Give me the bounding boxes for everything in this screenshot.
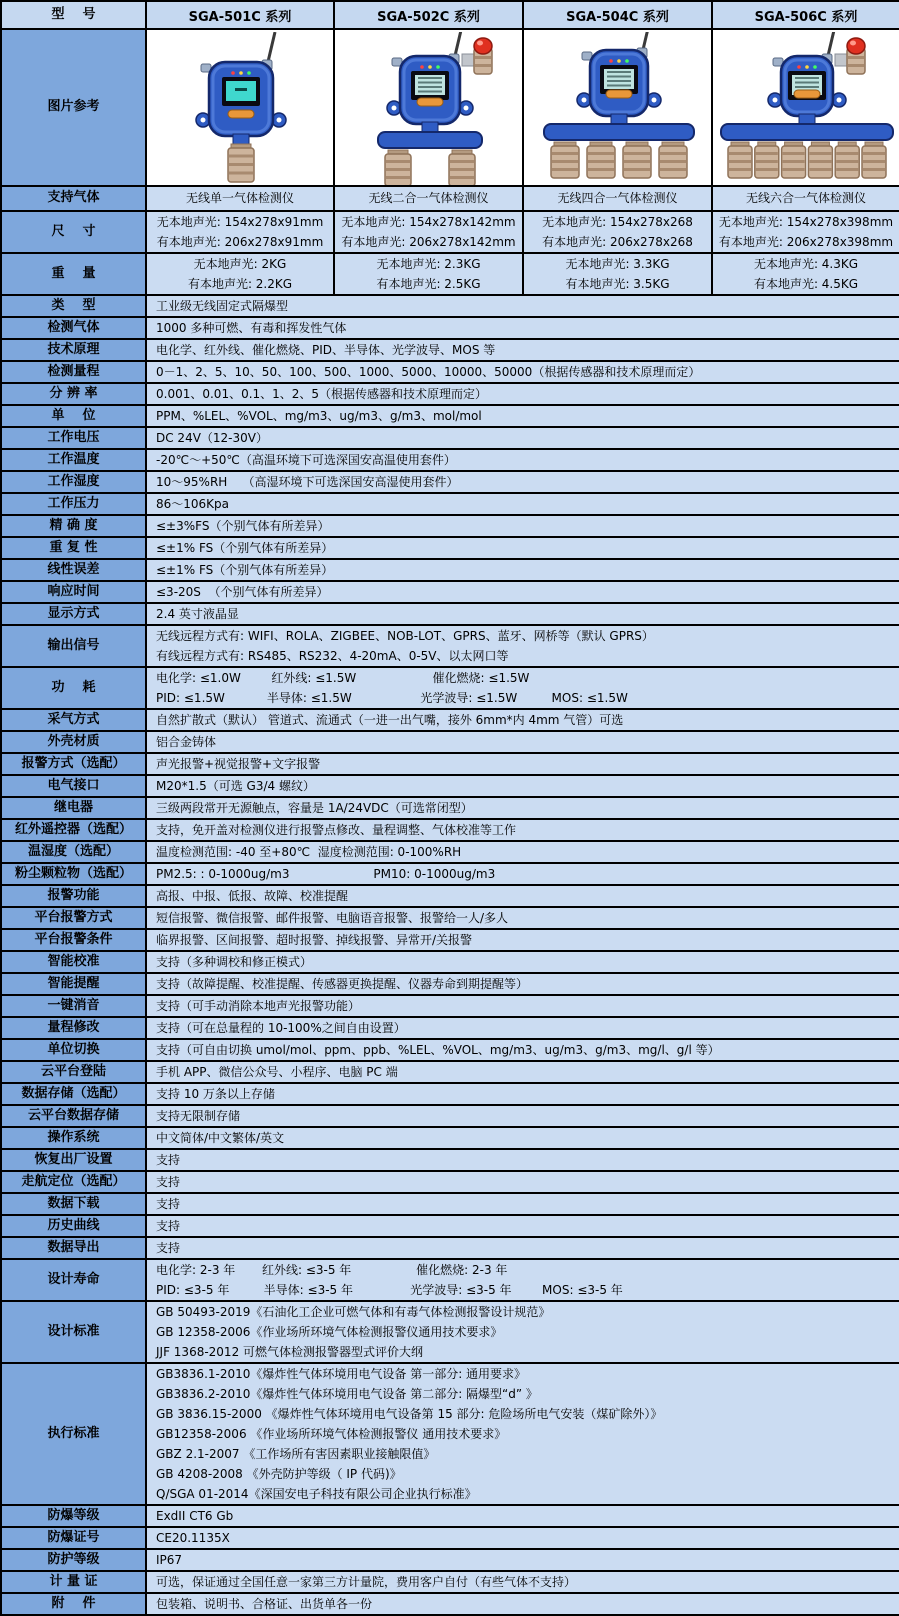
spec-row-46: [1, 1527, 899, 1549]
spec-row-value-9: [146, 493, 899, 515]
support-gas-text: 无线四合一气体检测仪: [557, 191, 678, 205]
spec-row-32: [1, 1039, 899, 1061]
support-gas-value-1: [146, 186, 334, 211]
size-line: 有本地声光: 206x278x91mm: [156, 235, 324, 249]
spec-row-value-34: [146, 1083, 899, 1105]
spec-row-text: 0.001、0.01、0.1、1、2、5（根据传感器和技术原理而定）: [156, 387, 488, 401]
spec-row-42: [1, 1259, 899, 1301]
row-label-size: 尺 寸: [1, 211, 146, 253]
spec-row-text: GB 3836.15-2000 《爆炸性气体环境用电气设备第 15 部分: 危险场所电气安装（煤矿除外）》: [156, 1407, 663, 1421]
spec-row-text: 电化学、红外线、催化燃烧、PID、半导体、光学波导、MOS 等: [156, 343, 496, 357]
spec-row-1: [1, 317, 899, 339]
spec-row-27: [1, 929, 899, 951]
spec-row-48: [1, 1571, 899, 1593]
spec-row-text: 三级两段常开无源触点，容量是 1A/24VDC（可选常闭型）: [156, 801, 473, 815]
spec-row-40: [1, 1215, 899, 1237]
spec-row-label-41: 数据导出: [1, 1237, 146, 1259]
weight-line: 无本地声光: 3.3KG: [565, 257, 670, 271]
spec-row-20: [1, 775, 899, 797]
spec-row-text: 1000 多种可燃、有毒和挥发性气体: [156, 321, 347, 335]
spec-row-text: GB 4208-2008 《外壳防护等级（ IP 代码)》: [156, 1467, 402, 1481]
spec-row-text: PPM、%LEL、%VOL、mg/m3、ug/m3、g/m3、mol/mol: [156, 409, 482, 423]
support-gas-text: 无线六合一气体检测仪: [745, 191, 866, 205]
spec-row-text: 支持: [156, 1175, 181, 1189]
spec-row-12: [1, 559, 899, 581]
spec-row-23: [1, 841, 899, 863]
spec-row-text: 支持（多种调校和修正模式）: [156, 955, 313, 969]
support-gas-value-3: [523, 186, 712, 211]
spec-row-value-17: [146, 709, 899, 731]
weight-value-1: [146, 253, 334, 295]
spec-row-value-4: [146, 383, 899, 405]
spec-row-19: [1, 753, 899, 775]
spec-row-8: [1, 471, 899, 493]
product-image-3: [523, 29, 712, 186]
spec-row-5: [1, 405, 899, 427]
spec-row-label-11: 重 复 性: [1, 537, 146, 559]
spec-row-label-1: 检测气体: [1, 317, 146, 339]
spec-row-49: [1, 1593, 899, 1615]
spec-row-text: 支持: [156, 1219, 181, 1233]
spec-row-text: 支持: [156, 1153, 181, 1167]
spec-row-label-30: 一键消音: [1, 995, 146, 1017]
support-gas-row: [1, 186, 899, 211]
spec-row-label-27: 平台报警条件: [1, 929, 146, 951]
gas-detector-illustration: [714, 32, 898, 185]
spec-row-value-38: [146, 1171, 899, 1193]
spec-row-text: PM2.5: : 0-1000ug/m3 PM10: 0-1000ug/m3: [156, 867, 496, 881]
spec-row-text: ≤±1% FS（个别气体有所差异）: [156, 541, 334, 555]
spec-row-label-20: 电气接口: [1, 775, 146, 797]
spec-row-label-0: 类 型: [1, 295, 146, 317]
spec-row-41: [1, 1237, 899, 1259]
spec-row-text: 电化学: 2-3 年 红外线: ≤3-5 年 催化燃烧: 2-3 年: [156, 1263, 508, 1277]
spec-row-label-25: 报警功能: [1, 885, 146, 907]
spec-row-33: [1, 1061, 899, 1083]
weight-line: 有本地声光: 2.5KG: [376, 277, 481, 291]
spec-row-value-36: [146, 1127, 899, 1149]
spec-row-text: 电化学: ≤1.0W 红外线: ≤1.5W 催化燃烧: ≤1.5W: [156, 671, 530, 685]
spec-row-label-19: 报警方式（选配）: [1, 753, 146, 775]
spec-row-text: GB 12358-2006《作业场所环境气体检测报警仪通用技术要求》: [156, 1325, 503, 1339]
spec-row-text: GB3836.2-2010《爆炸性气体环境用电气设备 第二部分: 隔爆型“d” 》: [156, 1387, 538, 1401]
spec-row-value-46: [146, 1527, 899, 1549]
spec-row-label-49: 附 件: [1, 1593, 146, 1615]
spec-row-value-32: [146, 1039, 899, 1061]
spec-row-text: 铝合金铸体: [156, 735, 217, 749]
spec-row-value-28: [146, 951, 899, 973]
size-value-2: [334, 211, 523, 253]
spec-row-text: 支持无限制存储: [156, 1109, 241, 1123]
model-name-sga-506c: SGA-506C 系列: [712, 1, 899, 29]
spec-row-value-1: [146, 317, 899, 339]
size-line: 有本地声光: 206x278x142mm: [341, 235, 516, 249]
spec-row-text: 中文简体/中文繁体/英文: [156, 1131, 285, 1145]
spec-row-label-21: 继电器: [1, 797, 146, 819]
spec-row-label-6: 工作电压: [1, 427, 146, 449]
spec-row-text: 可选，保证通过全国任意一家第三方计量院，费用客户自付（有些气体不支持）: [156, 1575, 577, 1589]
spec-row-value-15: [146, 625, 899, 667]
spec-row-value-41: [146, 1237, 899, 1259]
spec-row-label-43: 设计标准: [1, 1301, 146, 1363]
spec-row-text: M20*1.5（可选 G3/4 螺纹）: [156, 779, 315, 793]
spec-row-label-39: 数据下载: [1, 1193, 146, 1215]
spec-row-text: 自然扩散式（默认） 管道式、流通式（一进一出气嘴，接外 6mm*内 4mm 气管）可选: [156, 713, 624, 727]
spec-row-value-5: [146, 405, 899, 427]
spec-row-29: [1, 973, 899, 995]
spec-row-label-26: 平台报警方式: [1, 907, 146, 929]
spec-row-label-36: 操作系统: [1, 1127, 146, 1149]
spec-row-value-43: [146, 1301, 899, 1363]
spec-row-label-42: 设计寿命: [1, 1259, 146, 1301]
spec-row-text: GB12358-2006 《作业场所环境气体检测报警仪 通用技术要求》: [156, 1427, 507, 1441]
spec-row-label-17: 采气方式: [1, 709, 146, 731]
spec-row-4: [1, 383, 899, 405]
gas-detector-illustration: [526, 32, 710, 185]
spec-row-2: [1, 339, 899, 361]
spec-row-text: ≤3-20S （个别气体有所差异）: [156, 585, 329, 599]
size-value-1: [146, 211, 334, 253]
spec-row-47: [1, 1549, 899, 1571]
row-label-image: 图片参考: [1, 29, 146, 186]
spec-row-text: 高报、中报、低报、故障、校准提醒: [156, 889, 349, 903]
spec-row-43: [1, 1301, 899, 1363]
product-image-2: [334, 29, 523, 186]
spec-row-label-46: 防爆证号: [1, 1527, 146, 1549]
spec-row-value-44: [146, 1363, 899, 1505]
spec-row-44: [1, 1363, 899, 1505]
spec-row-11: [1, 537, 899, 559]
spec-row-value-35: [146, 1105, 899, 1127]
spec-row-value-7: [146, 449, 899, 471]
spec-row-label-23: 温湿度（选配）: [1, 841, 146, 863]
spec-row-text: GB3836.1-2010《爆炸性气体环境用电气设备 第一部分: 通用要求》: [156, 1367, 527, 1381]
spec-row-label-16: 功 耗: [1, 667, 146, 709]
spec-row-24: [1, 863, 899, 885]
spec-row-text: 10～95%RH （高湿环境下可选深国安高湿使用套件）: [156, 475, 459, 489]
gas-detector-illustration: [148, 32, 332, 185]
spec-row-label-29: 智能提醒: [1, 973, 146, 995]
gas-detector-illustration: [337, 32, 521, 185]
size-row: [1, 211, 899, 253]
support-gas-text: 无线二合一气体检测仪: [368, 191, 489, 205]
spec-row-label-12: 线性误差: [1, 559, 146, 581]
spec-row-text: 支持（可自由切换 umol/mol、ppm、ppb、%LEL、%VOL、mg/m3、ug/m3、g/m3、mg/l、g/l 等）: [156, 1043, 720, 1057]
spec-row-label-2: 技术原理: [1, 339, 146, 361]
spec-row-26: [1, 907, 899, 929]
weight-value-4: [712, 253, 899, 295]
spec-row-value-37: [146, 1149, 899, 1171]
spec-row-text: GBZ 2.1-2007 《工作场所有害因素职业接触限值》: [156, 1447, 436, 1461]
spec-row-text: 2.4 英寸液晶显: [156, 607, 239, 621]
model-name-sga-501c: SGA-501C 系列: [146, 1, 334, 29]
spec-row-45: [1, 1505, 899, 1527]
spec-row-label-13: 响应时间: [1, 581, 146, 603]
spec-row-value-19: [146, 753, 899, 775]
size-line: 有本地声光: 206x278x268: [542, 235, 693, 249]
spec-row-label-34: 数据存储（选配）: [1, 1083, 146, 1105]
spec-row-value-10: [146, 515, 899, 537]
spec-row-value-29: [146, 973, 899, 995]
size-line: 有本地声光: 206x278x398mm: [718, 235, 894, 249]
weight-line: 有本地声光: 4.5KG: [753, 277, 859, 291]
spec-row-value-0: [146, 295, 899, 317]
model-name-sga-504c: SGA-504C 系列: [523, 1, 712, 29]
spec-row-text: 温度检测范围: -40 至+80℃ 湿度检测范围: 0-100%RH: [156, 845, 462, 859]
spec-row-text: DC 24V（12-30V）: [156, 431, 268, 445]
spec-row-text: 手机 APP、微信公众号、小程序、电脑 PC 端: [156, 1065, 398, 1079]
spec-row-7: [1, 449, 899, 471]
spec-row-label-32: 单位切换: [1, 1039, 146, 1061]
spec-row-31: [1, 1017, 899, 1039]
spec-row-label-33: 云平台登陆: [1, 1061, 146, 1083]
spec-row-value-11: [146, 537, 899, 559]
spec-row-label-10: 精 确 度: [1, 515, 146, 537]
spec-row-15: [1, 625, 899, 667]
spec-row-22: [1, 819, 899, 841]
spec-row-value-22: [146, 819, 899, 841]
spec-row-value-24: [146, 863, 899, 885]
spec-row-text: PID: ≤3-5 年 半导体: ≤3-5 年 光学波导: ≤3-5 年 MOS: ≤3-5 年: [156, 1283, 623, 1297]
spec-row-38: [1, 1171, 899, 1193]
spec-row-label-40: 历史曲线: [1, 1215, 146, 1237]
spec-row-value-13: [146, 581, 899, 603]
spec-row-label-37: 恢复出厂设置: [1, 1149, 146, 1171]
spec-row-value-30: [146, 995, 899, 1017]
row-label-weight: 重 量: [1, 253, 146, 295]
size-line: 无本地声光: 154x278x91mm: [156, 215, 324, 229]
spec-row-value-25: [146, 885, 899, 907]
spec-row-label-7: 工作温度: [1, 449, 146, 471]
spec-row-value-2: [146, 339, 899, 361]
support-gas-value-2: [334, 186, 523, 211]
spec-row-text: ≤±1% FS（个别气体有所差异）: [156, 563, 334, 577]
spec-row-3: [1, 361, 899, 383]
spec-row-text: Q/SGA 01-2014《深国安电子科技有限公司企业执行标准》: [156, 1487, 477, 1501]
row-label-support: 支持气体: [1, 186, 146, 211]
model-name-sga-502c: SGA-502C 系列: [334, 1, 523, 29]
spec-row-value-6: [146, 427, 899, 449]
spec-row-value-8: [146, 471, 899, 493]
spec-row-21: [1, 797, 899, 819]
size-line: 无本地声光: 154x278x398mm: [718, 215, 894, 229]
spec-row-value-40: [146, 1215, 899, 1237]
spec-row-text: ≤±3%FS（个别气体有所差异）: [156, 519, 330, 533]
spec-row-value-14: [146, 603, 899, 625]
spec-row-label-9: 工作压力: [1, 493, 146, 515]
spec-row-label-14: 显示方式: [1, 603, 146, 625]
spec-row-label-31: 量程修改: [1, 1017, 146, 1039]
spec-row-9: [1, 493, 899, 515]
product-image-4: [712, 29, 899, 186]
spec-row-text: 工业级无线固定式隔爆型: [156, 299, 289, 313]
spec-row-value-16: [146, 667, 899, 709]
spec-row-label-18: 外壳材质: [1, 731, 146, 753]
spec-row-text: JJF 1368-2012 可燃气体检测报警器型式评价大纲: [156, 1345, 424, 1359]
spec-row-value-49: [146, 1593, 899, 1615]
weight-line: 有本地声光: 3.5KG: [565, 277, 670, 291]
weight-line: 无本地声光: 2KG: [193, 257, 287, 271]
image-row: [1, 29, 899, 186]
spec-row-label-22: 红外遥控器（选配）: [1, 819, 146, 841]
spec-row-text: 支持，免开盖对检测仪进行报警点修改、量程调整、气体校准等工作: [156, 823, 517, 837]
spec-row-text: 短信报警、微信报警、邮件报警、电脑语音报警、报警给一人/多人: [156, 911, 509, 925]
size-line: 无本地声光: 154x278x142mm: [341, 215, 516, 229]
spec-row-text: IP67: [156, 1553, 183, 1567]
weight-value-2: [334, 253, 523, 295]
spec-row-text: -20℃～+50℃（高温环境下可选深国安高温使用套件）: [156, 453, 456, 467]
spec-row-34: [1, 1083, 899, 1105]
spec-row-label-5: 单 位: [1, 405, 146, 427]
spec-row-text: 支持 10 万条以上存储: [156, 1087, 275, 1101]
product-image-1: [146, 29, 334, 186]
spec-row-30: [1, 995, 899, 1017]
spec-row-value-21: [146, 797, 899, 819]
spec-row-text: 86～106Kpa: [156, 497, 230, 511]
weight-line: 无本地声光: 2.3KG: [376, 257, 481, 271]
spec-row-label-45: 防爆等级: [1, 1505, 146, 1527]
size-line: 无本地声光: 154x278x268: [542, 215, 693, 229]
spec-row-value-31: [146, 1017, 899, 1039]
spec-row-label-35: 云平台数据存储: [1, 1105, 146, 1127]
spec-row-value-42: [146, 1259, 899, 1301]
spec-row-17: [1, 709, 899, 731]
weight-line: 无本地声光: 4.3KG: [753, 257, 859, 271]
spec-row-label-28: 智能校准: [1, 951, 146, 973]
spec-row-16: [1, 667, 899, 709]
spec-row-label-15: 输出信号: [1, 625, 146, 667]
spec-row-text: GB 50493-2019《石油化工企业可燃气体和有毒气体检测报警设计规范》: [156, 1305, 551, 1319]
spec-row-label-48: 计 量 证: [1, 1571, 146, 1593]
spec-row-value-12: [146, 559, 899, 581]
support-gas-value-4: [712, 186, 899, 211]
spec-row-label-38: 走航定位（选配）: [1, 1171, 146, 1193]
spec-row-text: 支持（可手动消除本地声光报警功能）: [156, 999, 361, 1013]
size-value-4: [712, 211, 899, 253]
spec-row-10: [1, 515, 899, 537]
spec-row-value-39: [146, 1193, 899, 1215]
spec-row-label-24: 粉尘颗粒物（选配）: [1, 863, 146, 885]
spec-row-13: [1, 581, 899, 603]
spec-row-text: CE20.1135X: [156, 1531, 230, 1545]
spec-row-value-47: [146, 1549, 899, 1571]
support-gas-text: 无线单一气体检测仪: [185, 191, 294, 205]
spec-row-text: 临界报警、区间报警、超时报警、掉线报警、异常开/关报警: [156, 933, 473, 947]
spec-row-text: 支持（故障提醒、校准提醒、传感器更换提醒、仪器寿命到期提醒等）: [156, 977, 529, 991]
spec-row-value-23: [146, 841, 899, 863]
spec-row-text: 支持（可在总量程的 10-100%之间自由设置）: [156, 1021, 406, 1035]
spec-row-14: [1, 603, 899, 625]
spec-row-text: 无线远程方式有: WIFI、ROLA、ZIGBEE、NOB-LOT、GPRS、蓝牙、网桥等（默认 GPRS）: [156, 629, 654, 643]
model-header-row: [1, 1, 899, 29]
spec-row-28: [1, 951, 899, 973]
spec-row-0: [1, 295, 899, 317]
weight-line: 有本地声光: 2.2KG: [187, 277, 293, 291]
spec-row-value-26: [146, 907, 899, 929]
spec-row-25: [1, 885, 899, 907]
spec-row-text: PID: ≤1.5W 半导体: ≤1.5W 光学波导: ≤1.5W MOS: ≤1.5W: [156, 691, 628, 705]
spec-row-37: [1, 1149, 899, 1171]
spec-row-6: [1, 427, 899, 449]
spec-row-value-20: [146, 775, 899, 797]
spec-row-label-3: 检测量程: [1, 361, 146, 383]
spec-row-label-44: 执行标准: [1, 1363, 146, 1505]
model-header-label: 型 号: [1, 1, 146, 29]
spec-row-text: 支持: [156, 1241, 181, 1255]
spec-row-text: 声光报警+视觉报警+文字报警: [156, 757, 321, 771]
weight-value-3: [523, 253, 712, 295]
spec-row-value-27: [146, 929, 899, 951]
spec-row-36: [1, 1127, 899, 1149]
spec-row-35: [1, 1105, 899, 1127]
spec-row-label-47: 防护等级: [1, 1549, 146, 1571]
spec-row-value-48: [146, 1571, 899, 1593]
spec-row-18: [1, 731, 899, 753]
spec-row-value-33: [146, 1061, 899, 1083]
spec-row-text: 包装箱、说明书、合格证、出货单各一份: [156, 1597, 373, 1611]
spec-row-label-4: 分 辨 率: [1, 383, 146, 405]
spec-row-value-3: [146, 361, 899, 383]
spec-row-value-45: [146, 1505, 899, 1527]
spec-row-text: 0－1、2、5、10、50、100、500、1000、5000、10000、50000（根据传感器和技术原理而定）: [156, 365, 701, 379]
spec-row-text: 有线远程方式有: RS485、RS232、4-20mA、0-5V、以太网口等: [156, 649, 509, 663]
spec-row-label-8: 工作湿度: [1, 471, 146, 493]
spec-row-text: 支持: [156, 1197, 181, 1211]
weight-row: [1, 253, 899, 295]
spec-row-text: ExdII CT6 Gb: [156, 1509, 234, 1523]
spec-row-value-18: [146, 731, 899, 753]
size-value-3: [523, 211, 712, 253]
spec-row-39: [1, 1193, 899, 1215]
